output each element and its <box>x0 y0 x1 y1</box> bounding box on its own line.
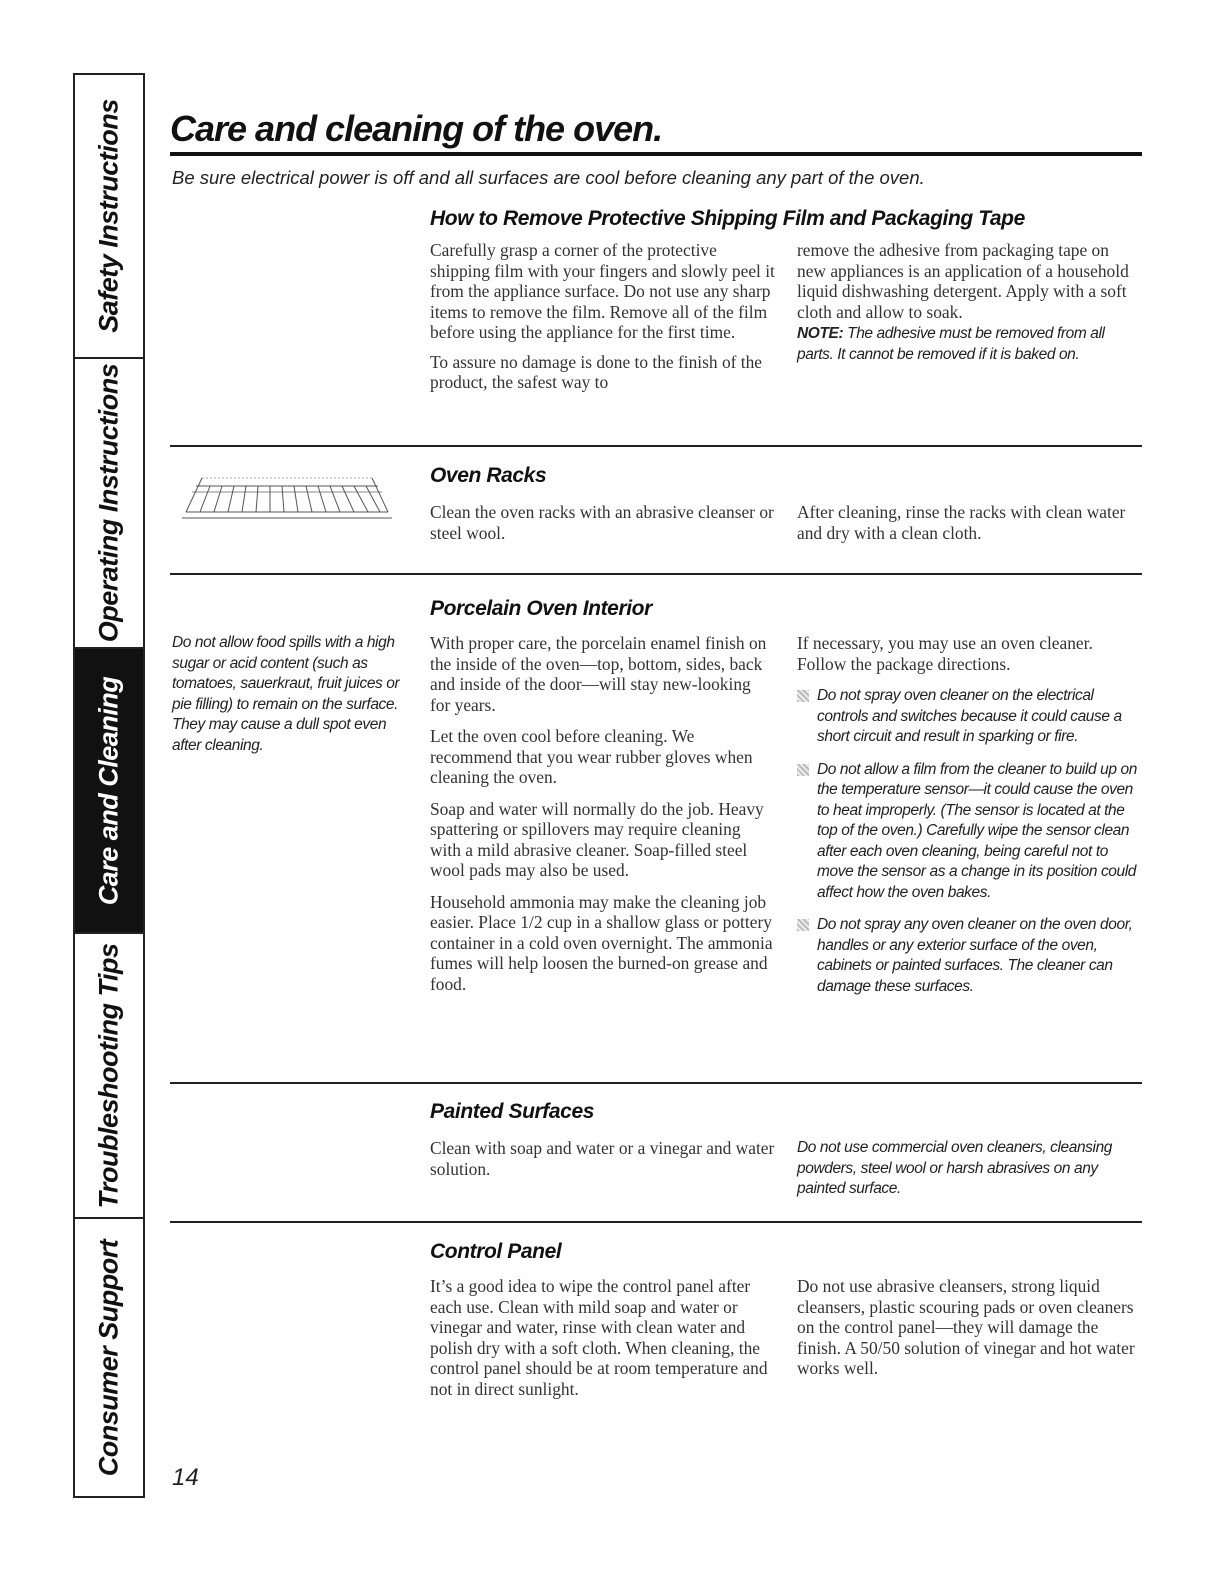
page-subtitle: Be sure electrical power is off and all surfaces are cool before cleaning any part of the oven. <box>172 167 925 188</box>
heading-painted-surfaces: Painted Surfaces <box>430 1100 594 1123</box>
racks-col-1 <box>430 502 775 552</box>
porcelain-paragraph: Household ammonia may make the cleaning job easier. Place 1/2 cup in a shallow glass or pottery container in a cold oven overnight. The ammonia fumes will help loosen the burned-on grease and food. <box>430 891 773 994</box>
control-col-2 <box>797 1276 1142 1388</box>
title-rule <box>170 152 1142 156</box>
tab-safety-instructions[interactable] <box>75 75 143 359</box>
racks-col-2 <box>797 502 1142 552</box>
tab-troubleshooting-tips[interactable] <box>75 934 143 1219</box>
bullet-square-icon <box>797 764 809 776</box>
control-paragraph: Do not use abrasive cleansers, strong liquid cleansers, plastic scouring pads or oven cleaners on the control panel—they will damage the finish. A 50/50 solution of vinegar and hot water works well. <box>797 1276 1135 1378</box>
porcelain-paragraph: Let the oven cool before cleaning. We recommend that you wear rubber gloves when cleaning the oven. <box>430 726 753 787</box>
racks-paragraph: Clean the oven racks with an abrasive cleanser or steel wool. <box>430 502 774 543</box>
bullet-item <box>797 915 1142 997</box>
control-paragraph: It’s a good idea to wipe the control panel after each use. Clean with mild soap and water or vinegar and water, rinse with clean water and polish dry with a soft cloth. When cleaning, the control panel should be at room temperature and not in direct sunlight. <box>430 1276 768 1399</box>
side-tab-column <box>73 73 145 1498</box>
film-note <box>797 324 1142 365</box>
painted-col-2 <box>797 1138 1137 1200</box>
porcelain-col-1 <box>430 633 775 1003</box>
film-col-2 <box>797 240 1142 365</box>
porcelain-paragraph: With proper care, the porcelain enamel finish on the inside of the oven—top, bottom, sides, back and inside of the door—will stay new-looking for years. <box>430 633 767 715</box>
porcelain-col-2 <box>797 633 1142 1009</box>
note-text: The adhesive must be removed from all parts. It cannot be removed if it is baked on. <box>797 325 1105 363</box>
bullet-text: Do not allow a film from the cleaner to build up on the temperature sensor—it could cause the oven to heat improperly. (The sensor is located at the top of the oven.) Carefully wipe the sensor clean after each oven cleaning, being careful not to move the sensor as a change in its position could affect how the oven bakes. <box>817 760 1137 901</box>
film-paragraph: Carefully grasp a corner of the protective shipping film with your fingers and slowly peel it from the appliance surface. Do not use any sharp items to remove the film. Remove all of the film before using the appliance for the first time. <box>430 240 775 342</box>
tab-operating-instructions[interactable] <box>75 359 143 649</box>
heading-shipping-film: How to Remove Protective Shipping Film and Packaging Tape <box>430 207 1025 230</box>
page-number: 14 <box>172 1464 199 1491</box>
film-paragraph: remove the adhesive from packaging tape on new appliances is an application of a household liquid dishwashing detergent. Apply with a soft cloth and allow to soak. <box>797 240 1129 322</box>
racks-paragraph: After cleaning, rinse the racks with clean water and dry with a clean cloth. <box>797 502 1126 543</box>
heading-control-panel: Control Panel <box>430 1240 562 1263</box>
oven-rack-illustration <box>172 468 402 524</box>
bullet-square-icon <box>797 690 809 702</box>
page-title: Care and cleaning of the oven. <box>170 108 663 149</box>
film-paragraph: To assure no damage is done to the finish of the product, the safest way to <box>430 351 763 392</box>
bullet-text: Do not spray oven cleaner on the electrical controls and switches because it could cause a short circuit and result in sparking or fire. <box>817 687 1122 745</box>
tab-label: Consumer Support <box>93 1239 124 1476</box>
bullet-item <box>797 760 1142 904</box>
porcelain-sidenote: Do not allow food spills with a high sugar or acid content (such as tomatoes, sauerkraut, fruit juices or pie filling) to remain on the surface. They may cause a dull spot even after cleaning. <box>172 634 400 754</box>
note-label: NOTE: <box>797 325 844 342</box>
section-divider <box>170 1221 1142 1223</box>
tab-label: Care and Cleaning <box>93 676 124 905</box>
porcelain-paragraph: If necessary, you may use an oven cleaner. Follow the package directions. <box>797 633 1093 674</box>
control-col-1 <box>430 1276 775 1408</box>
tab-label: Operating Instructions <box>93 363 124 643</box>
painted-caution: Do not use commercial oven cleaners, cleansing powders, steel wool or harsh abrasives on any painted surface. <box>797 1139 1113 1197</box>
painted-col-1 <box>430 1138 775 1188</box>
section-divider <box>170 1082 1142 1084</box>
tab-label: Safety Instructions <box>93 99 124 333</box>
porcelain-paragraph: Soap and water will normally do the job. Heavy spattering or spillovers may require cleaning with a mild abrasive cleaner. Soap-filled steel wool pads may also be used. <box>430 798 764 880</box>
heading-porcelain-interior: Porcelain Oven Interior <box>430 597 652 620</box>
heading-oven-racks: Oven Racks <box>430 464 547 487</box>
bullet-item <box>797 686 1142 748</box>
tab-care-and-cleaning[interactable] <box>75 649 143 934</box>
bullet-square-icon <box>797 919 809 931</box>
painted-paragraph: Clean with soap and water or a vinegar and water solution. <box>430 1138 775 1179</box>
tab-label: Troubleshooting Tips <box>93 943 124 1208</box>
bullet-text: Do not spray any oven cleaner on the oven door, handles or any exterior surface of the oven, cabinets or painted surfaces. The cleaner can damage these surfaces. <box>817 916 1133 995</box>
section-divider <box>170 445 1142 447</box>
tab-consumer-support[interactable] <box>75 1219 143 1496</box>
film-col-1 <box>430 240 775 402</box>
section-divider <box>170 573 1142 575</box>
